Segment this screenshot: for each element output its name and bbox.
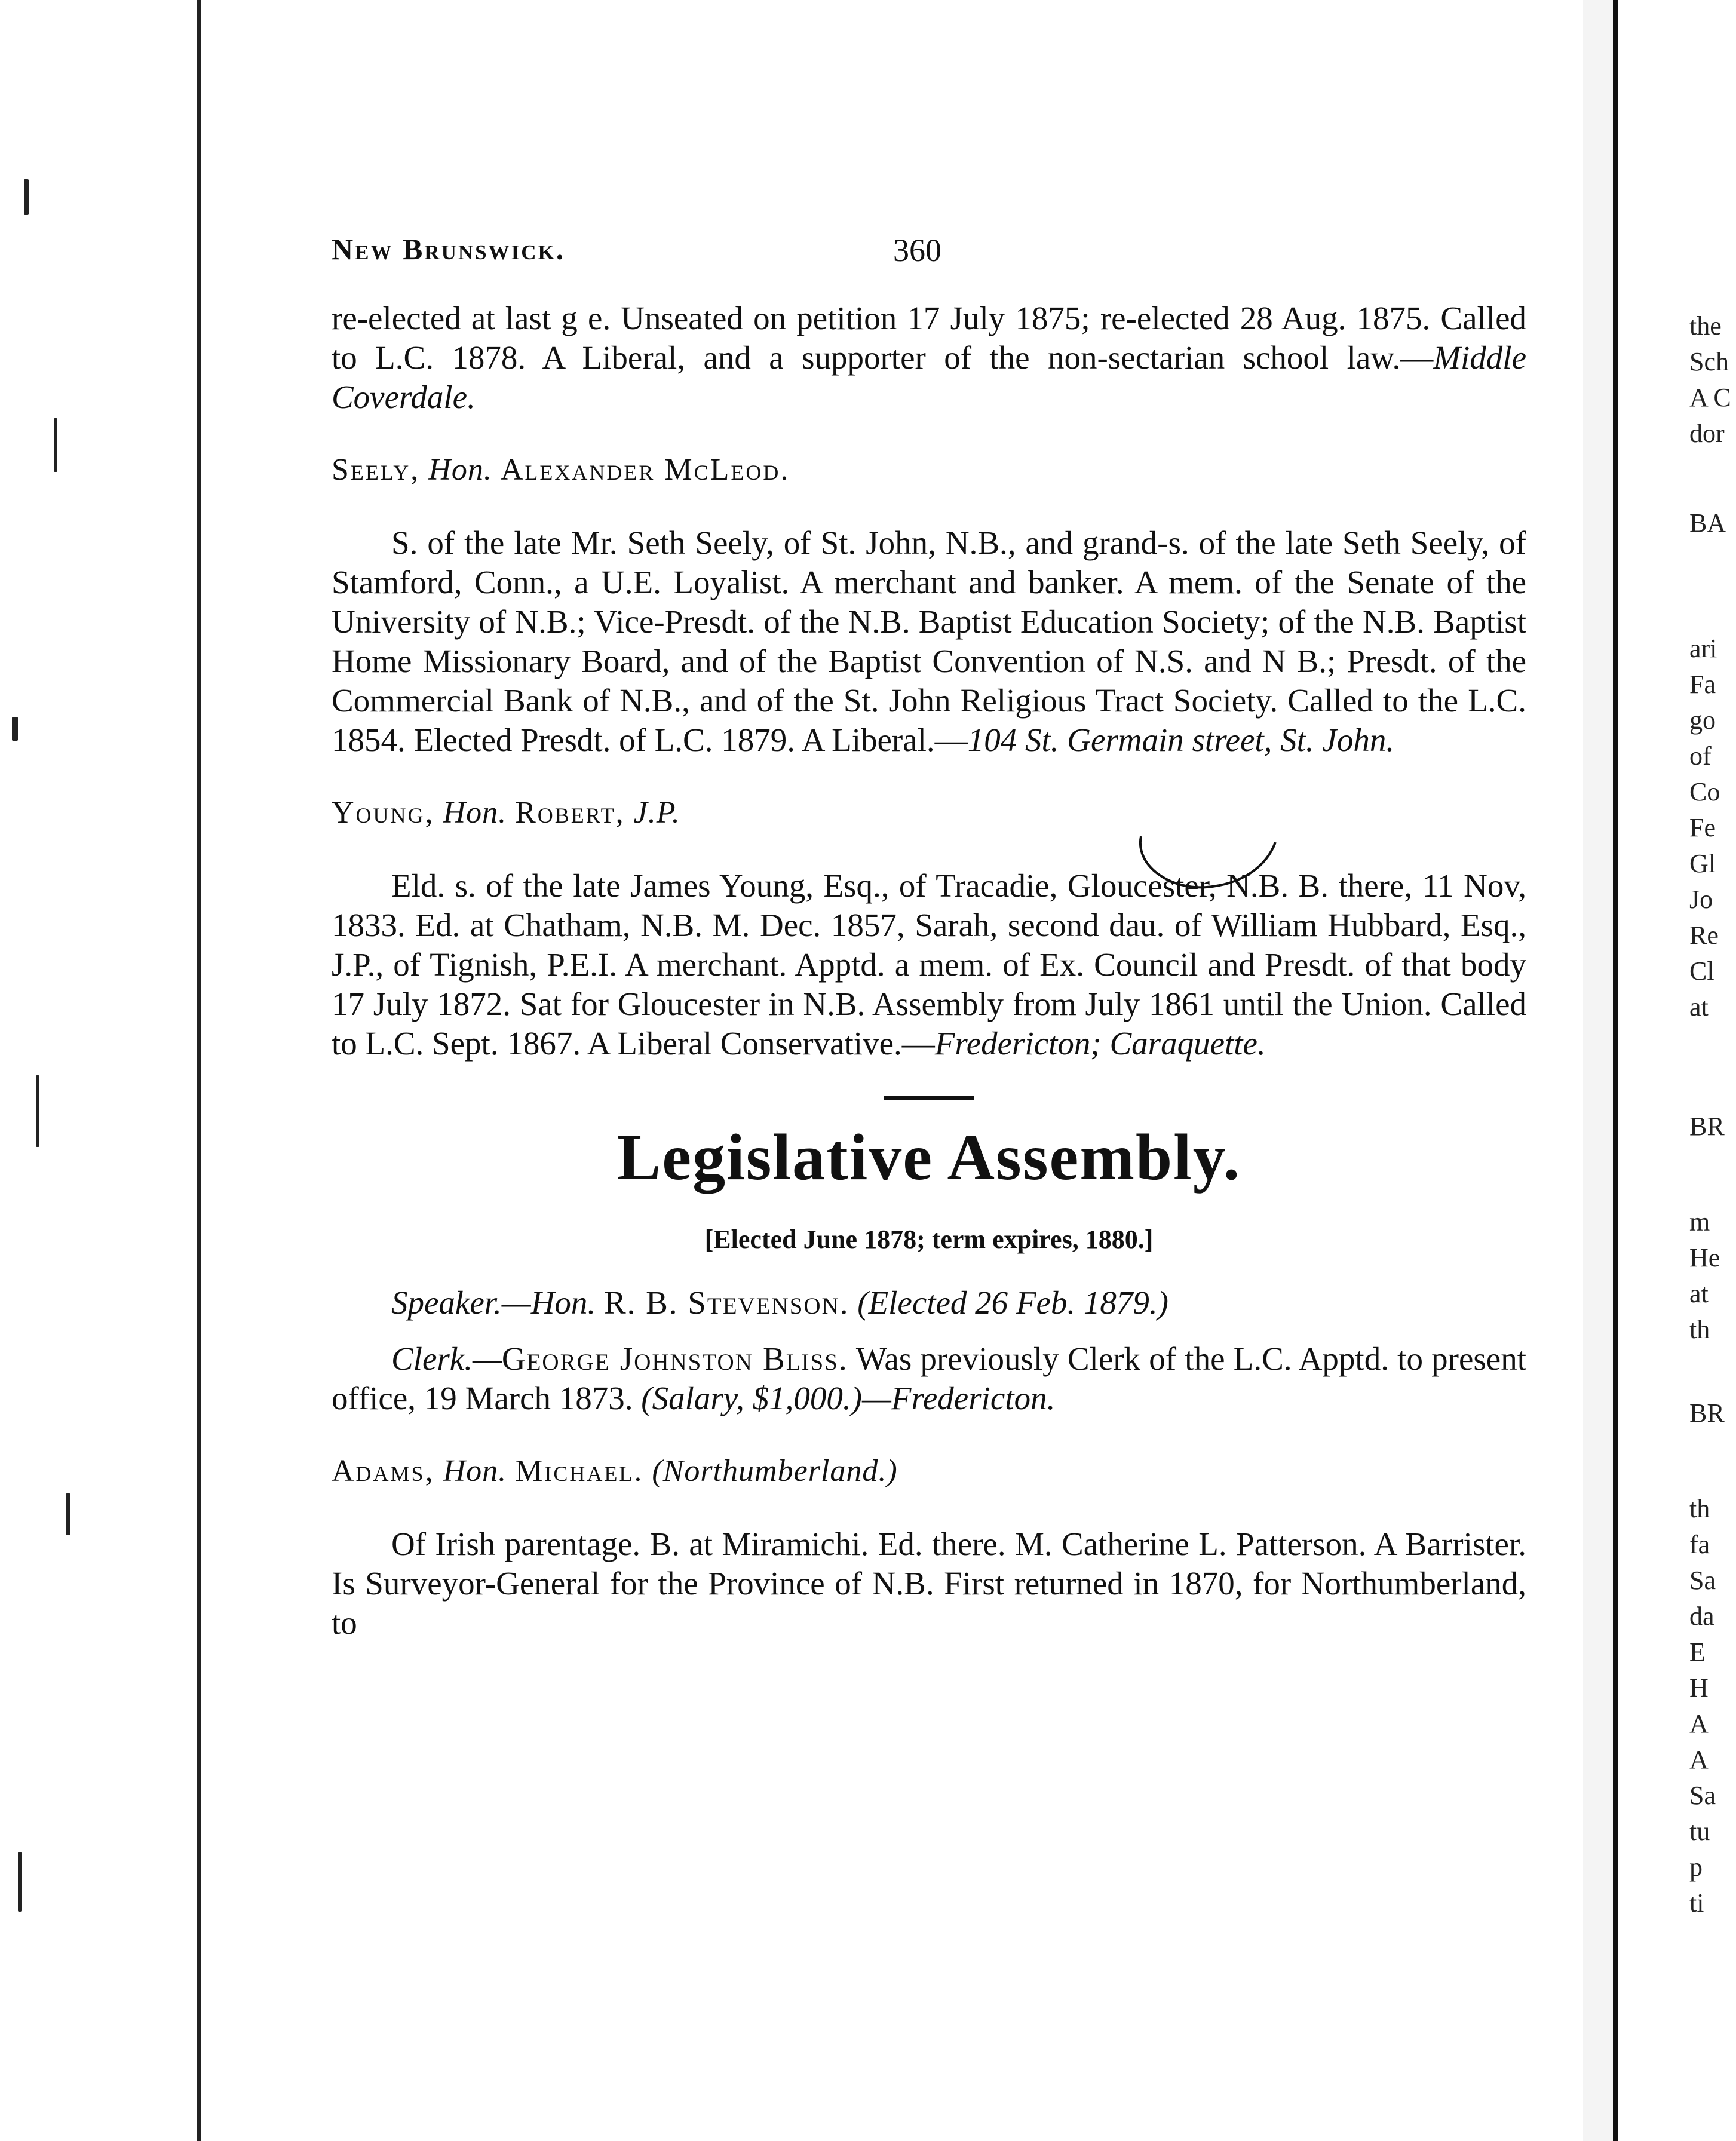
facing-page-fragment: th: [1689, 1315, 1710, 1344]
facing-page-fragment: A: [1689, 1709, 1709, 1738]
speaker-name: R. B. Stevenson.: [603, 1284, 849, 1321]
election-note: [Elected June 1878; term expires, 1880.]: [704, 1225, 1154, 1254]
entry-surname: Adams,: [332, 1454, 435, 1488]
entry-heading-seely: [332, 450, 1526, 490]
speaker-title: Hon.: [530, 1284, 596, 1321]
clerk-salary: (Salary, $1,000.)—: [641, 1380, 891, 1416]
edge-speck: [54, 418, 57, 472]
entry-surname: Young,: [332, 796, 435, 830]
entry-surname: Seely,: [332, 453, 421, 487]
clerk-address: Fredericton.: [891, 1380, 1056, 1416]
entry-suffix: J.P.: [633, 796, 680, 830]
facing-page-fragment: Sch: [1689, 347, 1729, 376]
entry-title: Hon.: [443, 1454, 507, 1488]
facing-page-fragment: H: [1689, 1673, 1709, 1703]
facing-page-fragment: A C: [1689, 383, 1731, 412]
facing-page-fragment: tu: [1689, 1817, 1710, 1846]
facing-page-fragment: BR: [1689, 1398, 1725, 1428]
clerk-paragraph: [332, 1339, 1526, 1418]
entry-text: Eld. s. of the late James Young, Esq., of Tracadie, Gloucester, N.B. B. there, 11 Nov, 1833. Ed. at Chatham, N.B. M. Dec. 1857, Sarah, second dau. of William Hubbard, Esq., J.P., of Tignish, P.E.I. A merchant. Apptd. a mem. of Ex. Council and Presdt. of that body 17 July 1872. Sat for Gloucester in N.B. Assembly from July 1861 until the Union. Called to L.C. Sept. 1867. A Liberal Conservative.—: [332, 867, 1526, 1062]
entry-text: Of Irish parentage. B. at Miramichi. Ed. there. M. Catherine L. Patterson. A Barrister. Is Surveyor-General for the Province of N.B. First returned in 1870, for Northumberland, to: [332, 1526, 1526, 1641]
entry-address: 104 St. Germain street, St. John.: [967, 722, 1395, 758]
facing-page-fragment: fa: [1689, 1530, 1710, 1559]
entry-heading-adams: [332, 1452, 1526, 1491]
edge-speck: [24, 179, 29, 215]
speaker-line: [332, 1283, 1526, 1323]
continuation-text: re-elected at last g e. Unseated on petition 17 July 1875; re-elected 28 Aug. 1875. Called to L.C. 1878. A Liberal, and a supporter of the non-sectarian school law.—: [332, 300, 1526, 376]
running-head: New Brunswick.: [332, 232, 566, 266]
facing-page-fragment: the: [1689, 311, 1722, 341]
facing-page-fragment: Fe: [1689, 813, 1716, 842]
facing-page-fragment: at: [1689, 992, 1709, 1022]
facing-page-edge: [1613, 0, 1736, 2141]
facing-page-fragment: ti: [1689, 1888, 1704, 1918]
speaker-elected: (Elected 26 Feb. 1879.): [857, 1284, 1168, 1321]
facing-page-fragment: p: [1689, 1852, 1703, 1882]
facing-page-fragment: Co: [1689, 777, 1720, 806]
entry-paragraph-adams: [332, 1525, 1526, 1643]
clerk-text: Was previously Clerk of the L.C. Apptd. to present office, 19 March 1873.: [332, 1341, 1526, 1416]
facing-page-fragment: th: [1689, 1494, 1710, 1523]
facing-page-fragment: Cl: [1689, 956, 1714, 986]
section-divider: [884, 1096, 974, 1100]
entry-paragraph-young: [332, 866, 1526, 1063]
facing-page-fragment: go: [1689, 706, 1716, 735]
facing-page-fragment: Fa: [1689, 670, 1716, 699]
entry-given-name: Robert,: [515, 796, 625, 830]
entry-constituency: (Northumberland.): [652, 1454, 898, 1488]
facing-page-fragment: at: [1689, 1279, 1709, 1308]
edge-speck: [36, 1075, 39, 1147]
entry-address: Fredericton; Caraquette.: [934, 1025, 1266, 1062]
facing-page-fragment: of: [1689, 741, 1712, 771]
handwritten-bracket-mark: [1135, 830, 1284, 896]
page-body: [332, 299, 1526, 1643]
facing-page-fragment: Sa: [1689, 1566, 1716, 1595]
edge-speck: [12, 717, 18, 741]
edge-speck: [66, 1493, 70, 1535]
facing-page-fragment: Gl: [1689, 849, 1716, 878]
adjacent-page-edge: [0, 0, 201, 2141]
gutter: [1583, 0, 1613, 2141]
page-number: 360: [893, 232, 941, 268]
continuation-paragraph: [332, 299, 1526, 417]
entry-paragraph-seely: [332, 523, 1526, 760]
facing-page-fragment: ari: [1689, 634, 1717, 663]
entry-given-name: Alexander McLeod.: [500, 453, 790, 487]
clerk-role: Clerk.—: [391, 1341, 502, 1377]
speaker-role: Speaker.—: [391, 1284, 531, 1321]
facing-page-fragment: da: [1689, 1602, 1714, 1631]
facing-page-fragment: m: [1689, 1207, 1710, 1237]
edge-speck: [18, 1852, 22, 1912]
entry-title: Hon.: [428, 453, 492, 487]
entry-text: S. of the late Mr. Seth Seely, of St. John, N.B., and grand-s. of the late Seth Seely, of Stamford, Conn., a U.E. Loyalist. A merchant and banker. A mem. of the Senate of the University of N.B.; Vice-Presdt. of the N.B. Baptist Education Society; of the N.B. Baptist Home Missionary Board, and of the Baptist Convention of N.S. and N B.; Presdt. of the Commercial Bank of N.B., and of the St. John Religious Tract Society. Called to the L.C. 1854. Elected Presdt. of L.C. 1879. A Liberal.—: [332, 524, 1526, 758]
section-title: Legislative Assembly.: [617, 1121, 1241, 1194]
entry-heading-young: [332, 793, 1526, 833]
facing-page-fragment: A: [1689, 1745, 1709, 1774]
facing-page-fragment: E: [1689, 1637, 1706, 1667]
facing-page-fragment: BA: [1689, 508, 1726, 538]
facing-page-fragment: Sa: [1689, 1781, 1716, 1810]
clerk-name: George Johnston Bliss.: [501, 1341, 848, 1377]
facing-page-fragment: dor: [1689, 419, 1725, 448]
page-header: [332, 232, 1526, 274]
facing-page-fragment: He: [1689, 1243, 1720, 1272]
entry-title: Hon.: [443, 796, 507, 830]
facing-page-fragment: BR: [1689, 1112, 1725, 1141]
entry-given-name: Michael.: [515, 1454, 644, 1488]
facing-page-fragment: Re: [1689, 921, 1719, 950]
continuation-address: Middle Coverdale.: [332, 339, 1526, 415]
facing-page-fragment: Jo: [1689, 885, 1713, 914]
